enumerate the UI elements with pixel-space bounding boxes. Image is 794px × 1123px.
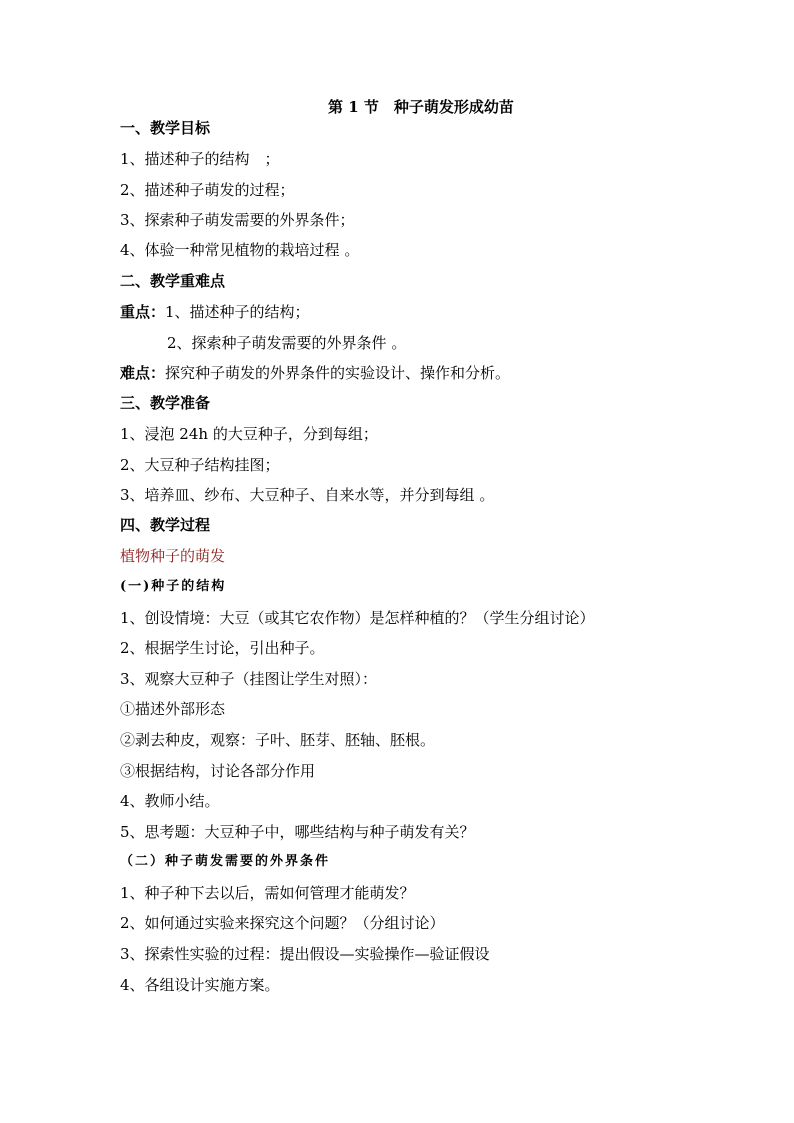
process-item: 5、思考题：大豆种子中，哪些结构与种子萌发有关？ xyxy=(120,823,475,841)
process-item: 2、根据学生讨论，引出种子。 xyxy=(120,639,325,657)
process-item: ③根据结构，讨论各部分作用 xyxy=(120,762,316,780)
difficulty-line xyxy=(120,363,510,383)
process-item: 1、创设情境：大豆（或其它农作物）是怎样种植的？（学生分组讨论） xyxy=(120,609,595,627)
process-item: 4、教师小结。 xyxy=(120,792,220,810)
preparation-item: 2、大豆种子结构挂图； xyxy=(120,456,280,474)
part-heading-seed-structure: (一)种子的结构 xyxy=(120,579,227,594)
objective-item: 3、探索种子萌发需要的外界条件； xyxy=(120,211,355,229)
page-title: 第 1 节 种子萌发形成幼苗 xyxy=(328,98,514,116)
process-item: 2、如何通过实验来探究这个问题？（分组讨论） xyxy=(120,914,445,932)
process-item: ②剥去种皮，观察：子叶、胚芽、胚轴、胚根。 xyxy=(120,731,436,749)
process-subtitle: 植物种子的萌发 xyxy=(120,547,226,565)
process-item: 3、探索性实验的过程：提出假设—实验操作—验证假设 xyxy=(120,945,490,963)
section-heading-key-points: 二、教学重难点 xyxy=(120,272,226,290)
process-item: 4、各组设计实施方案。 xyxy=(120,976,280,994)
section-heading-objectives: 一、教学目标 xyxy=(120,119,211,137)
objective-item: 2、描述种子萌发的过程； xyxy=(120,181,295,199)
process-item: 1、种子种下去以后，需如何管理才能萌发？ xyxy=(120,884,415,902)
section-heading-preparation: 三、教学准备 xyxy=(120,394,211,412)
key-point-item: 1、描述种子的结构； xyxy=(165,303,310,321)
objective-item: 1、描述种子的结构 ； xyxy=(120,150,280,168)
difficulty-label: 难点： xyxy=(120,364,166,382)
key-point-line xyxy=(120,302,310,322)
preparation-item: 3、培养皿、纱布、大豆种子、自来水等，并分到每组 。 xyxy=(120,486,495,504)
section-heading-process: 四、教学过程 xyxy=(120,516,211,534)
objective-item: 4、体验一种常见植物的栽培过程 。 xyxy=(120,241,360,259)
part-heading-germination-conditions: （二）种子萌发需要的外界条件 xyxy=(120,854,331,869)
process-item: ①描述外部形态 xyxy=(120,700,226,718)
key-point-item: 2、探索种子萌发需要的外界条件 。 xyxy=(167,334,407,352)
key-point-label: 重点： xyxy=(120,303,166,321)
preparation-item: 1、浸泡 24h 的大豆种子，分到每组； xyxy=(120,425,378,443)
process-item: 3、观察大豆种子（挂图让学生对照）： xyxy=(120,670,378,688)
difficulty-text: 探究种子萌发的外界条件的实验设计、操作和分析。 xyxy=(165,364,511,382)
